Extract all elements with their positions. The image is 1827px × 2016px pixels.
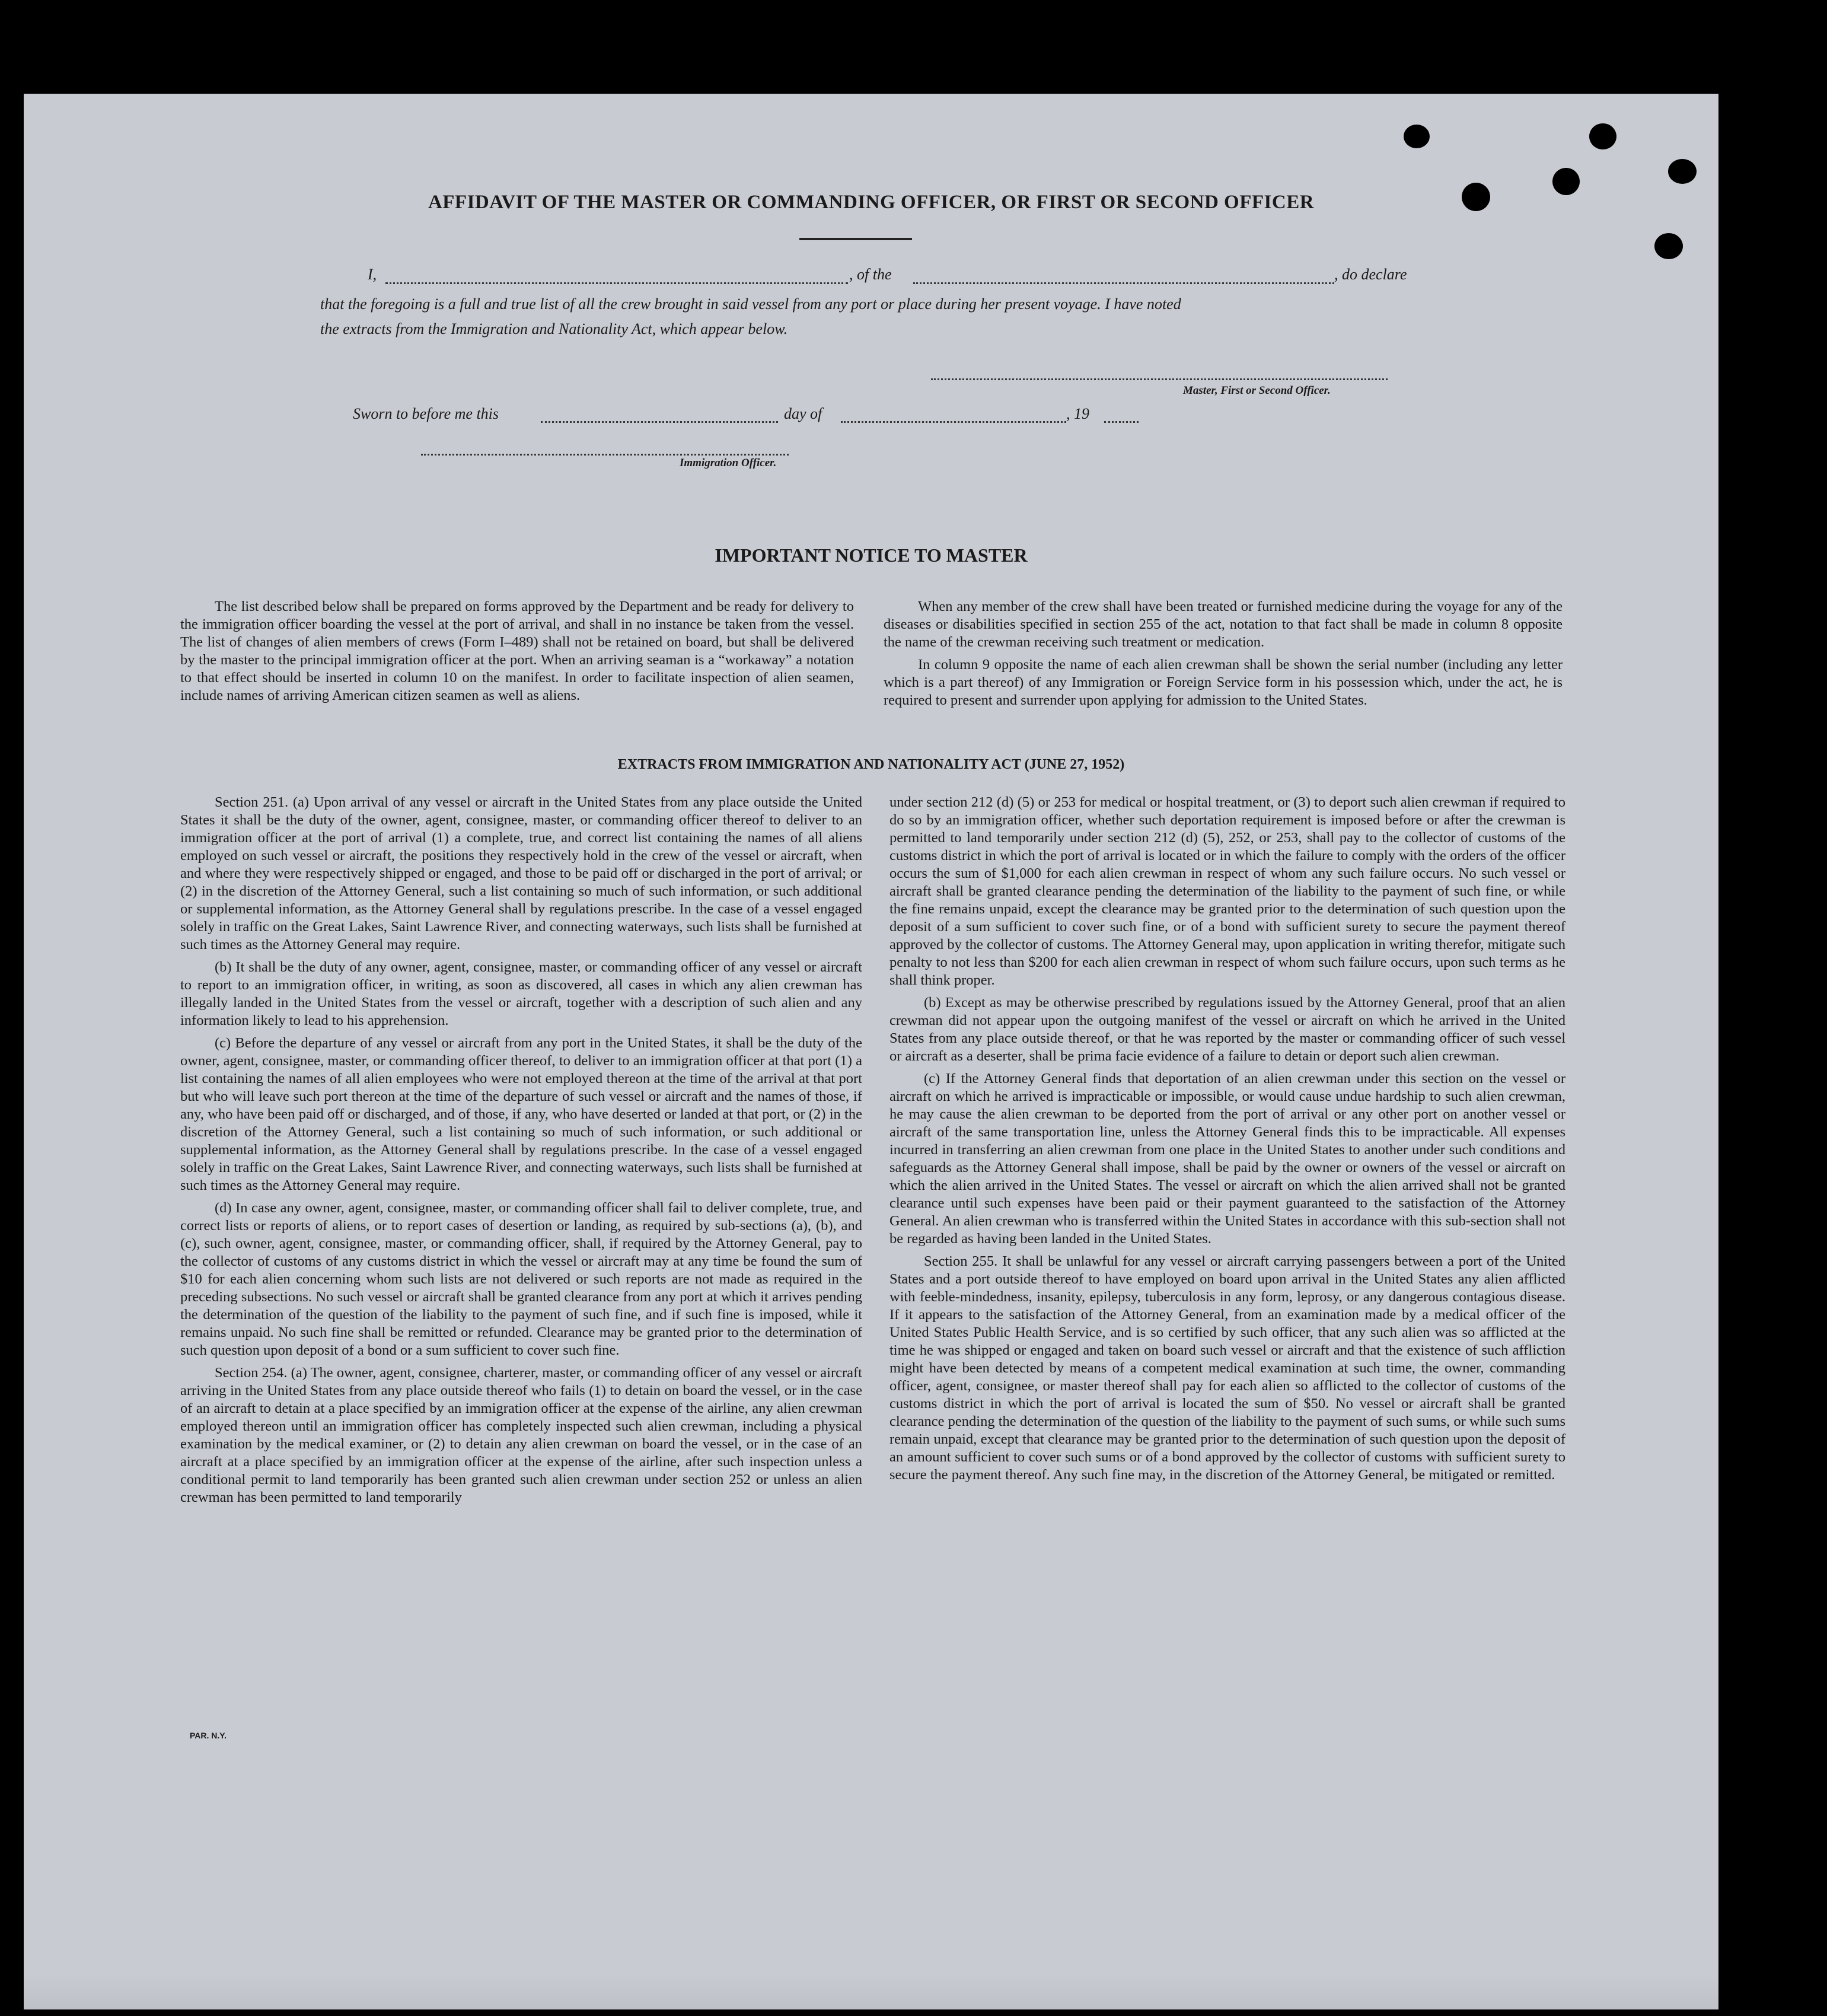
year-label: , 19 — [1066, 405, 1089, 422]
extracts-left-column — [180, 794, 862, 1511]
extracts-right-column — [889, 794, 1565, 1489]
punch-hole — [1404, 125, 1430, 148]
punch-hole — [1589, 123, 1616, 149]
section-254b: (b) Except as may be otherwise prescribed by regulations issued by the Attorney General, proof that an alien crewman did not appear upon the outgoing manifest of the vessel or aircraft on which he arrived in the United States from any place outside thereof, or that he was reported by the master or commanding officer of such vessel or aircraft as a deserter, shall be prima facie evidence of a failure to detain or deport such alien crewman. — [889, 995, 1565, 1064]
punch-hole — [1654, 233, 1683, 259]
vessel-name-field[interactable] — [913, 282, 1334, 284]
section-254a: Section 254. (a) The owner, agent, consignee, charterer, master, or commanding officer of any vessel or aircraft arriving in the United States from any place outside thereof who fails (1) to detain on board the vessel, or in the case of an aircraft to detain at a place specified by an immigration officer at the expense of the airline, any alien crewman employed thereon until an immigration officer has completely inspected such alien crewman, including a physical examination by the medical examiner, or (2) to detain any alien crewman on board the vessel, or in the case of an aircraft at a place specified by an immigration officer at the expense of the airline, after such inspection unless a conditional permit to land temporarily has been granted such alien crewman under section 252 or unless an alien crewman has been permitted to land temporarily — [180, 1365, 862, 1505]
section-251d: (d) In case any owner, agent, consignee, master, or commanding officer shall fail to deliver complete, true, and correct lists or reports of aliens, or to report cases of desertion or landing, as required by sub-sections (a), (b), and (c), such owner, agent, consignee, master, or commanding officer, shall, if required by the Attorney General, pay to the collector of customs of any customs district in which the vessel or aircraft may at any time be found the sum of $10 for each alien concerning whom such lists are not delivered or such reports are not made as required in the preceding subsections. No such vessel or aircraft shall be granted clearance from any port at which it arrives pending the determination of the question of the liability to the payment of such fine, and if such fine is imposed, while it remains unpaid. No such fine shall be remitted or refunded. Clearance may be granted prior to the determination of such question upon deposit of a bond or a sum sufficient to cover such fine. — [180, 1200, 862, 1358]
document-page — [24, 94, 1718, 2009]
notice-left-paragraph: The list described below shall be prepared on forms approved by the Department and be ready for delivery to the immigration officer boarding the vessel at the port of arrival, and shall in no instance be taken from the vessel. The list of changes of alien members of crews (Form I–489) shall not be retained on board, but shall be delivered by the master to the principal immigration officer at the port. When an arriving seaman is a “workaway” a notation to that effect should be inserted in column 10 on the manifest. In order to facilitate inspection of alien seamen, include names of arriving American citizen seamen as well as aliens. — [180, 598, 854, 703]
punch-hole — [1668, 159, 1697, 184]
day-of-label: day of — [784, 405, 822, 422]
declare-label: , do declare — [1334, 266, 1407, 283]
immigration-officer-caption: Immigration Officer. — [680, 457, 777, 469]
scan-edge — [24, 1974, 1718, 2009]
sworn-day-field[interactable] — [541, 421, 778, 423]
notice-left-column — [180, 598, 854, 709]
printer-mark: PAR. N.Y. — [190, 1731, 227, 1740]
sworn-label: Sworn to before me this — [353, 405, 499, 422]
notice-title: IMPORTANT NOTICE TO MASTER — [715, 544, 1028, 566]
declaration-line-2: that the foregoing is a full and true list of all the crew brought in said vessel from any port or place during her present voyage. I have noted — [320, 295, 1181, 313]
master-signature-field[interactable] — [931, 378, 1388, 380]
affidavit-title: AFFIDAVIT OF THE MASTER OR COMMANDING OFFICER, OR FIRST OR SECOND OFFICER — [428, 192, 1315, 213]
declaration-line-3: the extracts from the Immigration and Nationality Act, which appear below. — [320, 320, 788, 337]
vessel-label: , of the — [849, 266, 892, 283]
section-255: Section 255. It shall be unlawful for any vessel or aircraft carrying passengers between a port of the United States and a port outside thereof to have employed on board upon arrival in the United States any alien afflicted with feeble-mindedness, insanity, epilepsy, tuberculosis in any form, leprosy, or any dangerous contagious disease. If it appears to the satisfaction of the Attorney General, from an examination made by a medical officer of the United States Public Health Service, and is so certified by such officer, that any such alien was so afflicted at the time he was shipped or engaged and taken on board such vessel or aircraft and that the existence of such affliction might have been detected by means of a competent medical examination at such time, the owner, commanding officer, agent, consignee, or master thereof shall pay for each alien so afflicted to the collector of customs of the customs district in which the port of arrival is located the sum of $50. No vessel or aircraft shall be granted clearance pending the determination of the question of the liability to the payment of such sums, or while such sums remain unpaid, except that clearance may be granted prior to the determination of such question upon the deposit of an amount sufficient to cover such sums or of a bond approved by the collector of customs with sufficient surety to secure the payment thereof. Any such fine may, in the discretion of the Attorney General, be mitigated or remitted. — [889, 1253, 1565, 1483]
declarant-label: I, — [368, 266, 377, 283]
section-251b: (b) It shall be the duty of any owner, agent, consignee, master, or commanding officer of any vessel or aircraft to report to an immigration officer, in writing, as soon as discovered, all cases in which any alien crewman has illegally landed in the United States from the vessel or aircraft, together with a description of such alien and any information likely to lead to his apprehension. — [180, 959, 862, 1028]
section-251c: (c) Before the departure of any vessel or aircraft from any port in the United States, it shall be the duty of the owner, agent, consignee, master, or commanding officer thereof, to deliver to an immigration officer at that port (1) a list containing the names of all alien employees who were not employed thereon at the time of the arrival at that port but who will leave such port thereon at the time of the departure of such vessel or aircraft and the names of those, if any, who have been paid off or discharged, and of those, if any, who have deserted or landed at that port, or (2) in the discretion of the Attorney General, such a list containing so much of such information, or such additional or supplemental information, as the Attorney General shall by regulations prescribe. In the case of a vessel engaged solely in traffic on the Great Lakes, Saint Lawrence River, and connecting waterways, such lists shall be furnished at such times as the Attorney General may require. — [180, 1035, 862, 1193]
section-254a-continued: under section 212 (d) (5) or 253 for medical or hospital treatment, or (3) to deport such alien crewman if required to do so by an immigration officer, whether such deportation requirement is imposed before or after the crewman is permitted to land temporarily under section 212 (d) (5), 252, or 253, shall pay to the collector of customs of the customs district in which the port of arrival is located or in which the failure to comply with the orders of the officer occurs the sum of $1,000 for each alien crewman in respect of whom any such failure occurs. No such vessel or aircraft shall be granted clearance pending the determination of the liability to the payment of such fine, or while the fine remains unpaid, except the clearance may be granted prior to the determination of such question upon the deposit of a sum sufficient to cover such fine, or of a bond with sufficient surety to secure the payment thereof approved by the collector of customs. The Attorney General may, upon application in writing therefor, mitigate such penalty to not less than $200 for each alien crewman in respect of whom such failure occurs, upon such terms as he shall think proper. — [889, 794, 1565, 988]
title-rule — [799, 238, 912, 240]
sworn-year-field[interactable] — [1104, 421, 1139, 423]
notice-right-paragraph: In column 9 opposite the name of each alien crewman shall be shown the serial number (including any letter which is a part thereof) of any Immigration or Foreign Service form in his possession which, under the act, he is required to present and surrender upon applying for admission to the United States. — [884, 657, 1563, 708]
master-signature-caption: Master, First or Second Officer. — [1183, 384, 1331, 397]
notice-right-paragraph: When any member of the crew shall have been treated or furnished medicine during the voyage for any of the diseases or disabilities specified in section 255 of the act, notation to that fact shall be made in column 8 opposite the name of the crewman receiving such treatment or medication. — [884, 598, 1563, 650]
section-251a: Section 251. (a) Upon arrival of any vessel or aircraft in the United States from any place outside the United States it shall be the duty of the owner, agent, consignee, master, or commanding officer thereof to deliver to an immigration officer at the port of arrival (1) a complete, true, and correct list containing the names of all aliens employed on such vessel or aircraft, the positions they respectively hold in the crew of the vessel or aircraft, when and where they were respectively shipped or engaged, and those to be paid off or discharged in the port of arrival; or (2) in the discretion of the Attorney General, such a list containing so much of such information, or such additional or supplemental information, as the Attorney General shall by regulations prescribe. In the case of a vessel engaged solely in traffic on the Great Lakes, Saint Lawrence River, and connecting waterways, such lists shall be furnished at such times as the Attorney General may require. — [180, 794, 862, 953]
extracts-title: EXTRACTS FROM IMMIGRATION AND NATIONALITY ACT (JUNE 27, 1952) — [617, 757, 1125, 772]
section-254c: (c) If the Attorney General finds that deportation of an alien crewman under this section on the vessel or aircraft on which he arrived is impracticable or impossible, or would cause undue hardship to such alien crewman, he may cause the alien crewman to be deported from the port of arrival or any other port on another vessel or aircraft of the same transportation line, unless the Attorney General finds this to be impracticable. All expenses incurred in transferring an alien crewman from one place in the United States to another under such conditions and safeguards as the Attorney General shall impose, shall be paid by the owner or owners of the vessel or aircraft on which the alien arrived in the United States. The vessel or aircraft on which the alien arrived shall not be granted clearance until such expenses have been paid or their payment guaranteed to the satisfaction of the Attorney General. An alien crewman who is transferred within the United States in accordance with this sub-section shall not be regarded as having been landed in the United States. — [889, 1071, 1565, 1247]
notice-right-column — [884, 598, 1563, 714]
immigration-officer-signature-field[interactable] — [421, 454, 789, 456]
declarant-name-field[interactable] — [385, 282, 848, 284]
sworn-month-field[interactable] — [841, 421, 1066, 423]
